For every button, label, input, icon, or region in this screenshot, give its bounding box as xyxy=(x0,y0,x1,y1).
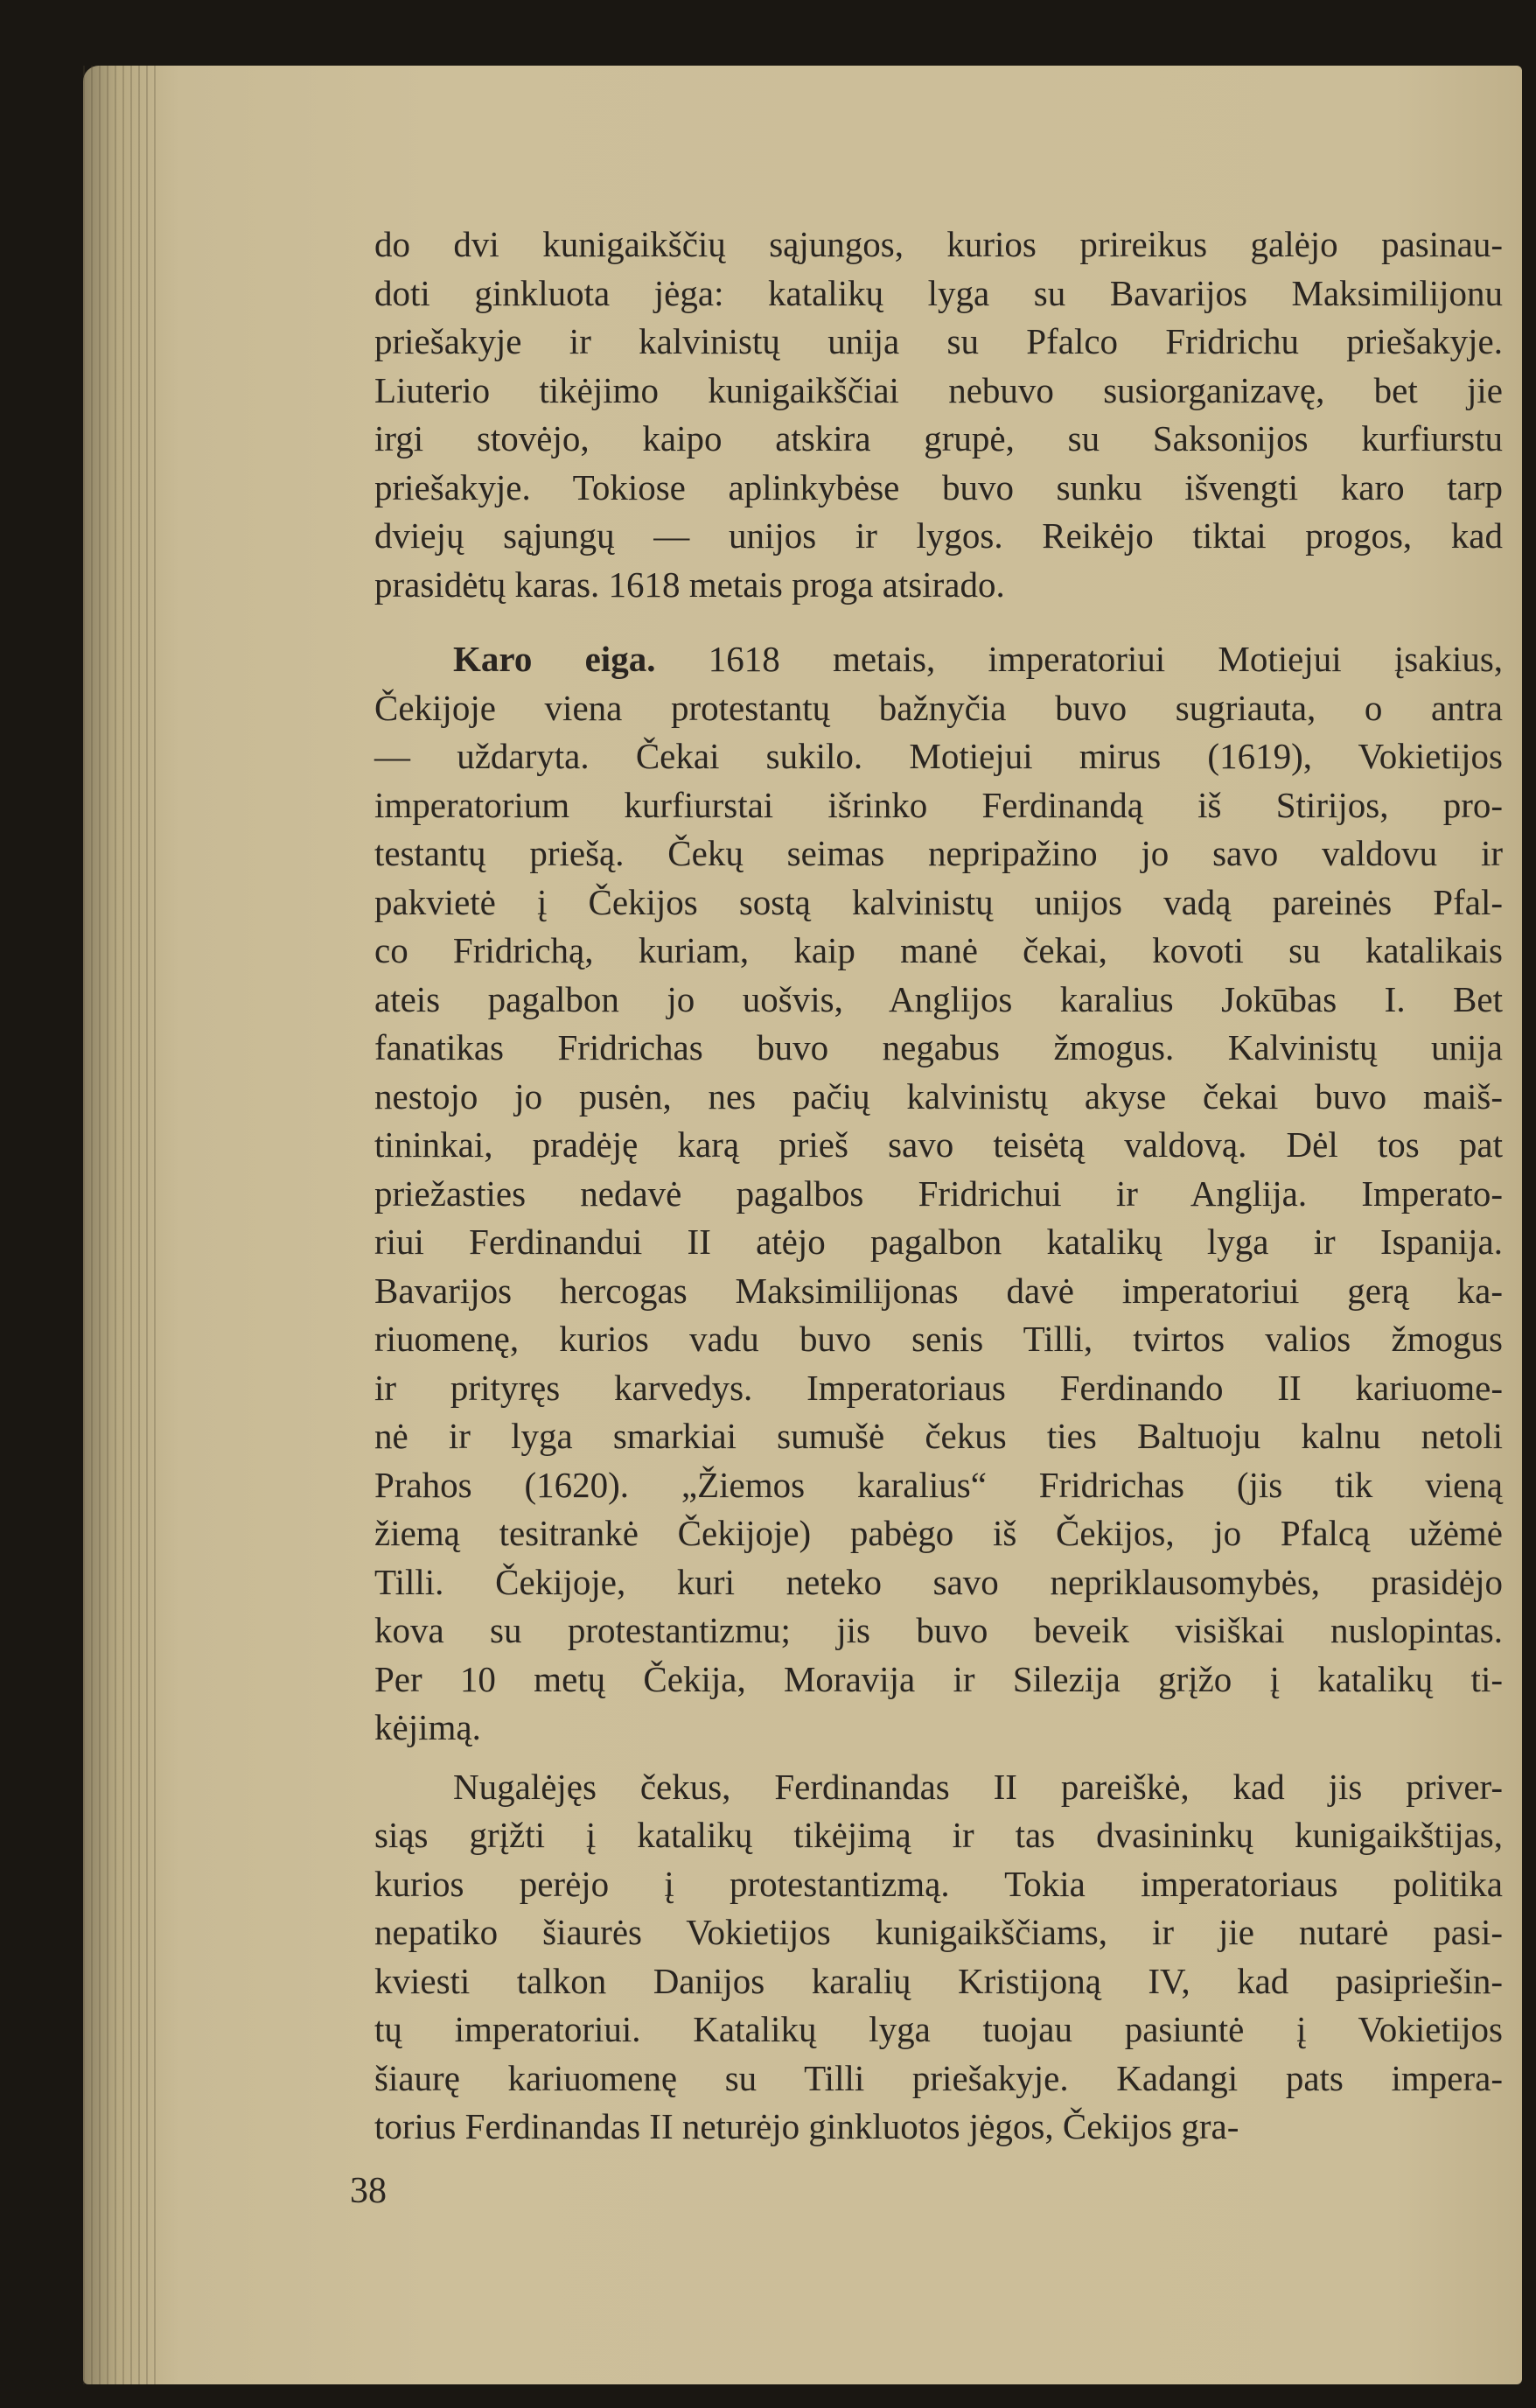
text-line: kurios perėjo į protestantizmą. Tokia imperatoriaus politika xyxy=(374,1863,1503,1904)
text-line: kėjimą. xyxy=(374,1707,481,1747)
text-line: dviejų sąjungų — unijos ir lygos. Reikėjo tiktai progos, kad xyxy=(374,515,1503,556)
text-line: kviesti talkon Danijos karalių Kristijoną IV, kad pasipriešin- xyxy=(374,1960,1503,2001)
text-line: riuomenę, kurios vadu buvo senis Tilli, tvirtos valios žmogus xyxy=(374,1319,1503,1359)
text-line: torius Ferdinandas II neturėjo ginkluotos jėgos, Čekijos gra- xyxy=(374,2106,1239,2146)
text-line: Liuterio tikėjimo kunigaikščiai nebuvo susiorganizavę, bet jie xyxy=(374,369,1503,410)
text-line: tų imperatoriui. Katalikų lyga tuojau pasiuntė į Vokietijos xyxy=(374,2009,1503,2049)
text-line: ateis pagalbon jo uošvis, Anglijos karalius Jokūbas I. Bet xyxy=(374,978,1503,1019)
text-line: nepatiko šiaurės Vokietijos kunigaikščiams, ir jie nutarė pasi- xyxy=(374,1912,1503,1952)
body-text xyxy=(374,220,1503,2152)
page-number: 38 xyxy=(350,2171,387,2211)
text-line: irgi stovėjo, kaipo atskira grupė, su Saksonijos kurfiurstu xyxy=(374,418,1503,458)
text-line: Per 10 metų Čekija, Moravija ir Silezija grįžo į katalikų ti- xyxy=(374,1658,1503,1699)
text-line: Bavarijos hercogas Maksimilijonas davė imperatoriui gerą ka- xyxy=(374,1270,1503,1311)
text-line: co Fridrichą, kuriam, kaip manė čekai, kovoti su katalikais xyxy=(374,930,1503,970)
paragraph-karo-eiga xyxy=(374,635,1503,1753)
text-line: do dvi kunigaikščių sąjungos, kurios prireikus galėjo pasinau- xyxy=(374,224,1503,264)
text-line: fanatikas Fridrichas buvo negabus žmogus. Kalvinistų unija xyxy=(374,1027,1503,1068)
page-edges xyxy=(83,66,162,2384)
text-line: prasidėtų karas. 1618 metais proga atsirado. xyxy=(374,564,1005,605)
text-line: doti ginkluota jėga: katalikų lyga su Bavarijos Maksimilijonu xyxy=(374,272,1503,313)
text-line xyxy=(374,635,1503,684)
text-line: siąs grįžti į katalikų tikėjimą ir tas dvasininkų kunigaikštijas, xyxy=(374,1815,1503,1855)
text-line: tininkai, pradėję karą prieš savo teisėtą valdovą. Dėl tos pat xyxy=(374,1124,1503,1165)
text-line: pakvietė į Čekijos sostą kalvinistų unijos vadą pareinės Pfal- xyxy=(374,881,1503,922)
text-line: Nugalėjęs čekus, Ferdinandas II pareiškė, kad jis priver- xyxy=(453,1766,1503,1807)
text-line: priešakyje ir kalvinistų unija su Pfalco Fridrichu priešakyje. xyxy=(374,321,1503,361)
text-line: ir prityręs karvedys. Imperatoriaus Ferdinando II kariuome- xyxy=(374,1367,1503,1408)
text-line: Tilli. Čekijoje, kuri neteko savo nepriklausomybės, prasidėjo xyxy=(374,1561,1503,1602)
paragraph-1 xyxy=(374,220,1503,609)
section-heading: Karo eiga. xyxy=(453,639,656,679)
text-line: — uždaryta. Čekai sukilo. Motiejui mirus (1619), Vokietijos xyxy=(374,736,1503,776)
text-line: priešakyje. Tokiose aplinkybėse buvo sunku išvengti karo tarp xyxy=(374,466,1503,508)
text-line: žiemą tesitrankė Čekijoje) pabėgo iš Čekijos, jo Pfalcą užėmė xyxy=(374,1513,1503,1553)
paragraph-3 xyxy=(374,1763,1503,2152)
text-line: nestojo jo pusėn, nes pačių kalvinistų akyse čekai buvo maiš- xyxy=(374,1075,1503,1116)
text-line: nė ir lyga smarkiai sumušė čekus ties Baltuoju kalnu netoli xyxy=(374,1416,1503,1456)
text-line: šiaurę kariuomenę su Tilli priešakyje. Kadangi pats impera- xyxy=(374,2057,1503,2098)
text-line: priežasties nedavė pagalbos Fridrichui ir Anglija. Imperato- xyxy=(374,1172,1503,1214)
text-line: kova su protestantizmu; jis buvo beveik visiškai nuslopintas. xyxy=(374,1610,1503,1650)
text-line-rest: 1618 metais, imperatoriui Motiejui įsakius, xyxy=(708,639,1504,679)
text-line: testantų priešą. Čekų seimas nepripažino jo savo valdovu ir xyxy=(374,833,1503,873)
text-line: Prahos (1620). „Žiemos karalius“ Fridrichas (jis tik vieną xyxy=(374,1464,1503,1505)
text-line: riui Ferdinandui II atėjo pagalbon katalikų lyga ir Ispanija. xyxy=(374,1222,1503,1262)
text-line: Čekijoje viena protestantų bažnyčia buvo sugriauta, o antra xyxy=(374,687,1503,728)
text-line: imperatorium kurfiurstai išrinko Ferdinandą iš Stirijos, pro- xyxy=(374,784,1503,825)
